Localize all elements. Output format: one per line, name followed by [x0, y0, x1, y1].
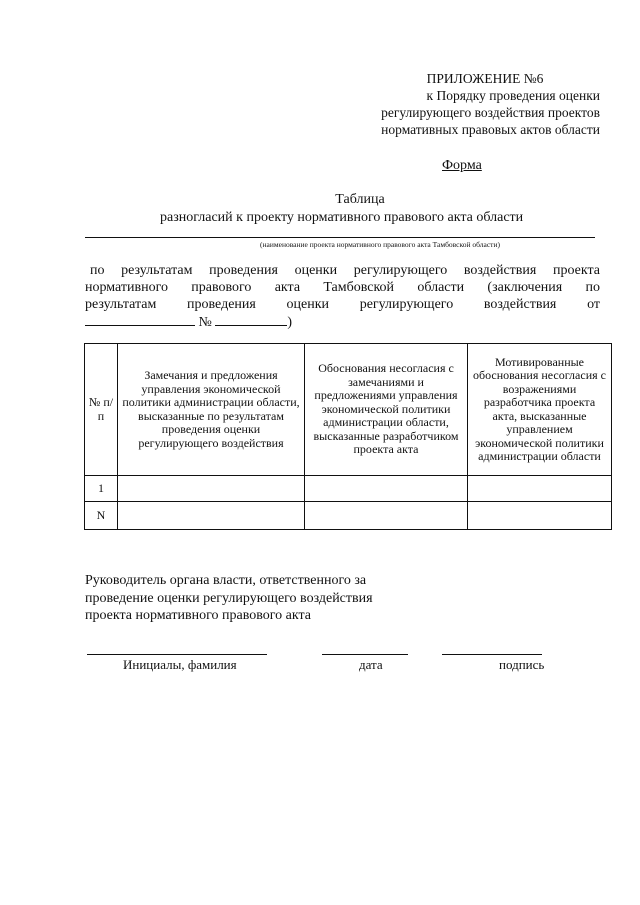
table-header-row: [85, 344, 612, 476]
table-cell: [468, 502, 612, 530]
date-line: [322, 654, 408, 655]
date-label: дата: [359, 657, 383, 672]
table-cell: [118, 502, 305, 530]
table-title: Таблица: [335, 192, 385, 207]
signature-label: подпись: [499, 657, 545, 672]
signatory-line-1: Руководитель органа власти, ответственного за: [85, 573, 367, 588]
table-row: [85, 476, 612, 502]
table-cell: [305, 502, 468, 530]
table-cell: [468, 476, 612, 502]
header-number: № п/п: [85, 344, 118, 476]
header-motivated-justifications: Мотивированные обоснования несогласия с возражениями разработчика проекта акта, высказанные управлением экономической политики администрации области: [468, 344, 612, 476]
header-remarks: Замечания и предложения управления экономической политики администрации области, высказанные по результатам проведения оценки регулирующего воздействия: [118, 344, 305, 476]
appendix-header: [330, 70, 600, 138]
row-number: 1: [85, 476, 118, 502]
appendix-line-2: регулирующего воздействия проектов: [381, 105, 600, 120]
signatory-line-2: проведение оценки регулирующего воздействия: [85, 590, 373, 606]
table-cell: [305, 476, 468, 502]
act-name-caption: (наименование проекта нормативного правового акта Тамбовской области): [260, 240, 500, 249]
row-number: N: [85, 502, 118, 530]
intro-line-2: нормативного правового акта Тамбовской области (заключения по: [85, 280, 600, 295]
table-subtitle: разногласий к проекту нормативного правового акта области: [160, 210, 524, 225]
number-blank: [215, 313, 287, 326]
number-sign: №: [198, 315, 212, 330]
appendix-line-1: к Порядку проведения оценки: [426, 88, 600, 103]
intro-line-3: результатам проведения оценки регулирующего воздействия от: [85, 297, 600, 312]
intro-line-4: [85, 313, 292, 331]
table-row: [85, 502, 612, 530]
disagreement-table: [84, 343, 612, 530]
initials-line: [87, 654, 267, 655]
act-name-line: [85, 237, 595, 238]
appendix-number: ПРИЛОЖЕНИЕ №6: [426, 71, 544, 86]
header-developer-objections: Обоснования несогласия с замечаниями и предложениями управления экономической политики администрации области, высказанные разработчиком проекта акта: [305, 344, 468, 476]
close-paren: ): [287, 315, 293, 330]
signatory-block: [85, 572, 373, 625]
intro-line-1: по результатам проведения оценки регулирующего воздействия проекта: [90, 263, 600, 278]
signature-line: [442, 654, 542, 655]
date-blank: [85, 313, 195, 326]
intro-paragraph: [85, 262, 600, 313]
signatory-line-3: проекта нормативного правового акта: [85, 608, 311, 623]
table-cell: [118, 476, 305, 502]
initials-label: Инициалы, фамилия: [123, 657, 237, 672]
form-label: Форма: [442, 158, 482, 173]
appendix-line-3: нормативных правовых актов области: [381, 122, 600, 137]
